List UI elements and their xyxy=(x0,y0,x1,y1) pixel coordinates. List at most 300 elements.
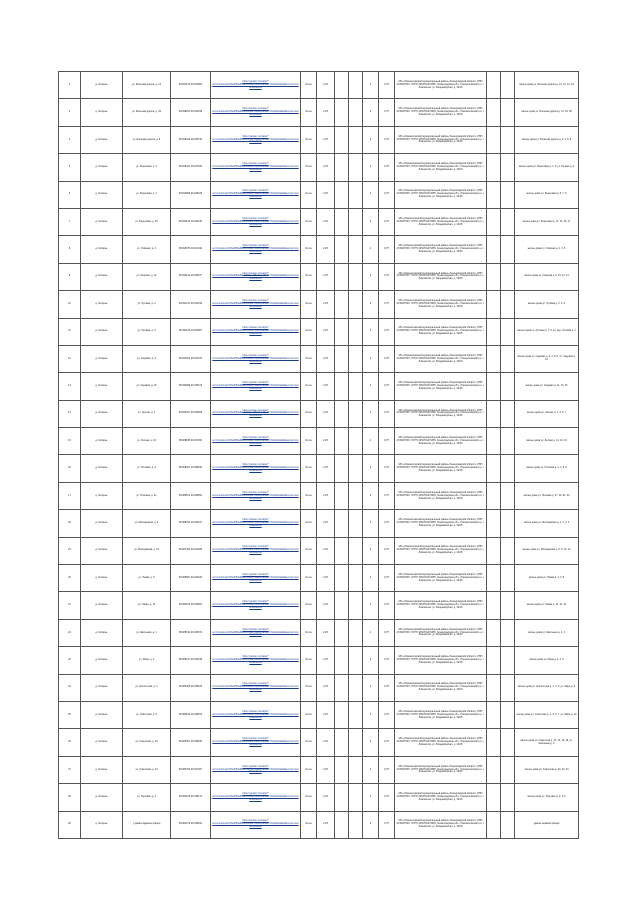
owner-cell: МО «Ломоносовский муниципальный район» Ленинградской области, ИНН 4720007367, ОГРН 1054701274055. Ленинградская обл., Ломоносовский р-н, г. Ломоносов, ул. Владимирская, д. 19/15 xyxy=(395,756,487,783)
area-cell: 2,25 xyxy=(317,154,335,181)
empty-cell xyxy=(335,647,349,674)
coordinates-cell: 59.687493 29.031268 xyxy=(171,537,211,564)
map-link[interactable]: https://yandex.ru/maps/?um=constructor%3A2f59a8be4c6b3ee7f8d21c0a5e9b7f1c3d4e6a2b&source=constructorLink xyxy=(212,408,299,418)
empty-cell xyxy=(349,126,363,153)
owner-cell: МО «Ломоносовский муниципальный район» Ленинградской области, ИНН 4720007367, ОГРН 1054701274055. Ленинградская обл., Ломоносовский р-н, г. Ломоносов, ул. Владимирская, д. 19/15 xyxy=(395,729,487,756)
surface-type-cell: бетон xyxy=(301,674,317,701)
map-link[interactable]: https://yandex.ru/maps/?um=constructor%3A2f59a8be4c6b3ee7f8d21c0a5e9b7f1c3d4e6a2b&source=constructorLink xyxy=(212,353,299,363)
coordinates-cell: 59.688672 29.028891 xyxy=(171,482,211,509)
table-row xyxy=(59,455,579,482)
locality-cell: д. Копорье xyxy=(81,701,123,728)
container-volume-cell: 0,75 xyxy=(379,565,395,592)
table-row xyxy=(59,126,579,153)
area-cell: 2,25 xyxy=(317,592,335,619)
empty-cell xyxy=(349,318,363,345)
surface-type-cell: бетон xyxy=(301,263,317,290)
street-address-cell: ул. Лесная, д. 18 xyxy=(123,428,171,455)
street-address-cell: ул. Большая дорога, д. 33 xyxy=(123,99,171,126)
empty-cell xyxy=(487,756,501,783)
map-link[interactable]: https://yandex.ru/maps/?um=constructor%3A2f59a8be4c6b3ee7f8d21c0a5e9b7f1c3d4e6a2b&source=constructorLink xyxy=(212,271,299,281)
waste-sources-cell: жилые дома ул. Новая д. 10, 12, 14 xyxy=(515,592,579,619)
container-count-cell: 2 xyxy=(363,592,379,619)
container-count-cell: 2 xyxy=(363,263,379,290)
table-row xyxy=(59,756,579,783)
table-row xyxy=(59,537,579,564)
map-link[interactable]: https://yandex.ru/maps/?um=constructor%3A2f59a8be4c6b3ee7f8d21c0a5e9b7f1c3d4e6a2b&source=constructorLink xyxy=(212,79,299,89)
owner-cell: МО «Ломоносовский муниципальный район» Ленинградской области, ИНН 4720007367, ОГРН 1054701274055. Ленинградская обл., Ломоносовский р-н, г. Ломоносов, ул. Владимирская, д. 19/15 xyxy=(395,565,487,592)
owner-cell: МО «Ломоносовский муниципальный район» Ленинградской области, ИНН 4720007367, ОГРН 1054701274055. Ленинградская обл., Ломоносовский р-н, г. Ломоносов, ул. Владимирская, д. 19/15 xyxy=(395,345,487,372)
container-count-cell: 2 xyxy=(363,619,379,646)
coordinates-cell: 59.694512 29.029130 xyxy=(171,208,211,235)
map-link-cell xyxy=(211,400,301,427)
area-cell: 2,25 xyxy=(317,263,335,290)
empty-cell xyxy=(349,647,363,674)
empty-cell xyxy=(335,263,349,290)
map-link-cell xyxy=(211,592,301,619)
map-link[interactable]: https://yandex.ru/maps/?um=constructor%3A2f59a8be4c6b3ee7f8d21c0a5e9b7f1c3d4e6a2b&source=constructorLink xyxy=(212,764,299,774)
container-count-cell: 2 xyxy=(363,154,379,181)
street-address-cell: ул. Мира, д. 2 xyxy=(123,647,171,674)
empty-cell xyxy=(501,784,515,811)
owner-cell: МО «Ломоносовский муниципальный район» Ленинградской области, ИНН 4720007367, ОГРН 1054701274055. Ленинградская обл., Ломоносовский р-н, г. Ломоносов, ул. Владимирская, д. 19/15 xyxy=(395,592,487,619)
row-number: 27 xyxy=(59,756,81,783)
empty-cell xyxy=(487,181,501,208)
map-link[interactable]: https://yandex.ru/maps/?um=constructor%3A2f59a8be4c6b3ee7f8d21c0a5e9b7f1c3d4e6a2b&source=constructorLink xyxy=(212,463,299,473)
area-cell: 2,25 xyxy=(317,756,335,783)
map-link-cell xyxy=(211,811,301,838)
surface-type-cell: бетон xyxy=(301,647,317,674)
table-row xyxy=(59,647,579,674)
row-number: 23 xyxy=(59,647,81,674)
waste-sources-cell: жилые дома ул. Школьная д. 1, 3 xyxy=(515,619,579,646)
container-count-cell: 2 xyxy=(363,345,379,372)
locality-cell: д. Копорье xyxy=(81,537,123,564)
empty-cell xyxy=(487,318,501,345)
empty-cell xyxy=(349,154,363,181)
empty-cell xyxy=(349,482,363,509)
map-link[interactable]: https://yandex.ru/maps/?um=constructor%3A2f59a8be4c6b3ee7f8d21c0a5e9b7f1c3d4e6a2b&source=constructorLink xyxy=(212,600,299,610)
row-number: 9 xyxy=(59,263,81,290)
locality-cell: д. Копорье xyxy=(81,318,123,345)
table-row xyxy=(59,482,579,509)
owner-cell: МО «Ломоносовский муниципальный район» Ленинградской области, ИНН 4720007367, ОГРН 1054701274055. Ленинградская обл., Ломоносовский р-н, г. Ломоносов, ул. Владимирская, д. 19/15 xyxy=(395,455,487,482)
waste-sources-cell: жилые дома ул. Новая д. 1, 3, 5 xyxy=(515,565,579,592)
map-link[interactable]: https://yandex.ru/maps/?um=constructor%3A2f59a8be4c6b3ee7f8d21c0a5e9b7f1c3d4e6a2b&source=constructorLink xyxy=(212,134,299,144)
empty-cell xyxy=(487,510,501,537)
empty-cell xyxy=(501,455,515,482)
empty-cell xyxy=(501,537,515,564)
empty-cell xyxy=(349,537,363,564)
empty-cell xyxy=(487,428,501,455)
map-link-cell xyxy=(211,291,301,318)
empty-cell xyxy=(335,400,349,427)
empty-cell xyxy=(349,756,363,783)
empty-cell xyxy=(335,565,349,592)
container-count-cell: 2 xyxy=(363,72,379,99)
map-link[interactable]: https://yandex.ru/maps/?um=constructor%3A2f59a8be4c6b3ee7f8d21c0a5e9b7f1c3d4e6a2b&source=constructorLink xyxy=(212,326,299,336)
street-address-cell: ул. Новая, д. 5 xyxy=(123,565,171,592)
street-address-cell: ул. Большая дорога, д. 8 xyxy=(123,126,171,153)
empty-cell xyxy=(335,291,349,318)
container-count-cell: 2 xyxy=(363,291,379,318)
container-volume-cell: 0,75 xyxy=(379,428,395,455)
empty-cell xyxy=(349,345,363,372)
street-address-cell: ул. Садовая, д. 4 xyxy=(123,345,171,372)
coordinates-cell: 59.697132 29.024581 xyxy=(171,72,211,99)
container-count-cell: 2 xyxy=(363,565,379,592)
locality-cell: д. Копорье xyxy=(81,756,123,783)
area-cell: 2,25 xyxy=(317,181,335,208)
empty-cell xyxy=(487,345,501,372)
container-count-cell: 2 xyxy=(363,373,379,400)
street-address-cell: ул. Садовая, д. 15 xyxy=(123,373,171,400)
coordinates-cell: 59.685017 29.034339 xyxy=(171,647,211,674)
waste-sources-cell: жилые дома ул. Береговая д. 5, 7, 9 xyxy=(515,181,579,208)
map-link[interactable]: https://yandex.ru/maps/?um=constructor%3A2f59a8be4c6b3ee7f8d21c0a5e9b7f1c3d4e6a2b&source=constructorLink xyxy=(212,298,299,308)
owner-cell: МО «Ломоносовский муниципальный район» Ленинградской области, ИНН 4720007367, ОГРН 1054701274055. Ленинградская обл., Ломоносовский р-н, г. Ломоносов, ул. Владимирская, д. 19/15 xyxy=(395,373,487,400)
empty-cell xyxy=(349,400,363,427)
owner-cell: МО «Ломоносовский муниципальный район» Ленинградской области, ИНН 4720007367, ОГРН 1054701274055. Ленинградская обл., Ломоносовский р-н, г. Ломоносов, ул. Владимирская, д. 19/15 xyxy=(395,784,487,811)
row-number: 22 xyxy=(59,619,81,646)
owner-cell: МО «Ломоносовский муниципальный район» Ленинградской области, ИНН 4720007367, ОГРН 1054701274055. Ленинградская обл., Ломоносовский р-н, г. Ломоносов, ул. Владимирская, д. 19/15 xyxy=(395,291,487,318)
container-count-cell: 2 xyxy=(363,236,379,263)
row-number: 16 xyxy=(59,455,81,482)
map-link-cell xyxy=(211,208,301,235)
street-address-cell: ул. Молодёжная, д. 10 xyxy=(123,537,171,564)
map-link-cell xyxy=(211,619,301,646)
waste-sources-cell: жилые дома ул. Озёрная д. 1, 3, 5 xyxy=(515,236,579,263)
area-cell: 2,25 xyxy=(317,208,335,235)
map-link[interactable]: https://yandex.ru/maps/?um=constructor%3A2f59a8be4c6b3ee7f8d21c0a5e9b7f1c3d4e6a2b&source=constructorLink xyxy=(212,655,299,664)
empty-cell xyxy=(487,126,501,153)
map-link[interactable]: https://yandex.ru/maps/?um=constructor%3A2f59a8be4c6b3ee7f8d21c0a5e9b7f1c3d4e6a2b&source=constructorLink xyxy=(212,435,299,445)
owner-cell: МО «Ломоносовский муниципальный район» Ленинградской области, ИНН 4720007367, ОГРН 1054701274055. Ленинградская обл., Ломоносовский р-н, г. Ломоносов, ул. Владимирская, д. 19/15 xyxy=(395,482,487,509)
coordinates-cell: 59.692115 29.023087 xyxy=(171,318,211,345)
owner-cell: МО «Ломоносовский муниципальный район» Ленинградской области, ИНН 4720007367, ОГРН 1054701274055. Ленинградская обл., Ломоносовский р-н, г. Ломоносов, ул. Владимирская, д. 19/15 xyxy=(395,318,487,345)
empty-cell xyxy=(335,674,349,701)
waste-sources-cell: жилые дома ул. Советская д. 12, 14, 16, 18; ул. Школьная д. 5 xyxy=(515,729,579,756)
street-address-cell: ул. Новая, д. 14 xyxy=(123,592,171,619)
owner-cell: МО «Ломоносовский муниципальный район» Ленинградской области, ИНН 4720007367, ОГРН 1054701274055. Ленинградская обл., Ломоносовский р-н, г. Ломоносов, ул. Владимирская, д. 19/15 xyxy=(395,428,487,455)
empty-cell xyxy=(501,318,515,345)
empty-cell xyxy=(335,784,349,811)
row-number: 28 xyxy=(59,784,81,811)
map-link-cell xyxy=(211,647,301,674)
empty-cell xyxy=(501,811,515,838)
container-volume-cell: 0,75 xyxy=(379,674,395,701)
locality-cell: д. Копорье xyxy=(81,647,123,674)
empty-cell xyxy=(349,181,363,208)
locality-cell: д. Копорье xyxy=(81,373,123,400)
surface-type-cell: бетон xyxy=(301,345,317,372)
surface-type-cell: бетон xyxy=(301,455,317,482)
surface-type-cell: бетон xyxy=(301,208,317,235)
surface-type-cell: бетон xyxy=(301,701,317,728)
surface-type-cell: бетон xyxy=(301,236,317,263)
map-link[interactable]: https://yandex.ru/maps/?um=constructor%3A2f59a8be4c6b3ee7f8d21c0a5e9b7f1c3d4e6a2b&source=constructorLink xyxy=(212,216,299,226)
surface-type-cell: бетон xyxy=(301,784,317,811)
area-cell: 2,25 xyxy=(317,99,335,126)
empty-cell xyxy=(349,510,363,537)
empty-cell xyxy=(335,756,349,783)
map-link-cell xyxy=(211,154,301,181)
waste-sources-cell: жилые дома ул. Лесная д. 14, 16, 18 xyxy=(515,428,579,455)
empty-cell xyxy=(487,455,501,482)
container-count-cell: 2 xyxy=(363,756,379,783)
street-address-cell: ул. Торговая, д. 4 xyxy=(123,784,171,811)
owner-cell: МО «Ломоносовский муниципальный район» Ленинградской области, ИНН 4720007367, ОГРН 1054701274055. Ленинградская обл., Ломоносовский р-н, г. Ломоносов, ул. Владимирская, д. 19/15 xyxy=(395,811,487,838)
empty-cell xyxy=(487,373,501,400)
owner-cell: МО «Ломоносовский муниципальный район» Ленинградской области, ИНН 4720007367, ОГРН 1054701274055. Ленинградская обл., Ломоносовский р-н, г. Ломоносов, ул. Владимирская, д. 19/15 xyxy=(395,400,487,427)
empty-cell xyxy=(501,291,515,318)
table-row xyxy=(59,318,579,345)
empty-cell xyxy=(501,208,515,235)
coordinates-cell: 59.682754 29.037407 xyxy=(171,756,211,783)
empty-cell xyxy=(349,99,363,126)
locality-cell: д. Копорье xyxy=(81,455,123,482)
table-row xyxy=(59,99,579,126)
area-cell: 2,25 xyxy=(317,565,335,592)
table-row xyxy=(59,154,579,181)
empty-cell xyxy=(349,236,363,263)
map-link[interactable]: https://yandex.ru/maps/?um=constructor%3A2f59a8be4c6b3ee7f8d21c0a5e9b7f1c3d4e6a2b&source=constructorLink xyxy=(212,545,299,555)
coordinates-cell: 59.684485 29.035106 xyxy=(171,674,211,701)
street-address-cell: ул. Луговая, д. 9 xyxy=(123,318,171,345)
empty-cell xyxy=(335,373,349,400)
container-count-cell: 2 xyxy=(363,647,379,674)
waste-sources-cell: жилые дома ул. Озёрная д. 8, 10, 12, 14 xyxy=(515,263,579,290)
empty-cell xyxy=(501,126,515,153)
container-volume-cell: 0,75 xyxy=(379,126,395,153)
map-link[interactable]: https://yandex.ru/maps/?um=constructor%3A2f59a8be4c6b3ee7f8d21c0a5e9b7f1c3d4e6a2b&source=constructorLink xyxy=(212,381,299,390)
waste-sources-cell: жилые дома ул. Крепостная д. 1, 3, 5; ул. Мира д. 8 xyxy=(515,674,579,701)
empty-cell xyxy=(335,236,349,263)
empty-cell xyxy=(487,154,501,181)
surface-type-cell: бетон xyxy=(301,592,317,619)
empty-cell xyxy=(487,72,501,99)
street-address-cell: ул. Береговая, д. 1 xyxy=(123,154,171,181)
table-row xyxy=(59,208,579,235)
coordinates-cell: 59.698231 29.023918 xyxy=(171,99,211,126)
owner-cell: МО «Ломоносовский муниципальный район» Ленинградской области, ИНН 4720007367, ОГРН 1054701274055. Ленинградская обл., Ломоносовский р-н, г. Ломоносов, ул. Владимирская, д. 19/15 xyxy=(395,647,487,674)
map-link-cell xyxy=(211,565,301,592)
empty-cell xyxy=(349,565,363,592)
empty-cell xyxy=(501,482,515,509)
map-link-cell xyxy=(211,428,301,455)
surface-type-cell: бетон xyxy=(301,72,317,99)
waste-sources-cell: жилые дома ул. Мира д. 2, 4, 6 xyxy=(515,647,579,674)
table-row xyxy=(59,811,579,838)
surface-type-cell: бетон xyxy=(301,154,317,181)
coordinates-cell: 59.690982 29.025119 xyxy=(171,373,211,400)
map-link[interactable]: https://yandex.ru/maps/?um=constructor%3A2f59a8be4c6b3ee7f8d21c0a5e9b7f1c3d4e6a2b&source=constructorLink xyxy=(212,737,299,747)
empty-cell xyxy=(501,592,515,619)
row-number: 25 xyxy=(59,701,81,728)
locality-cell: д. Копорье xyxy=(81,428,123,455)
empty-cell xyxy=(335,181,349,208)
locality-cell: д. Копорье xyxy=(81,291,123,318)
owner-cell: МО «Ломоносовский муниципальный район» Ленинградской области, ИНН 4720007367, ОГРН 1054701274055. Ленинградская обл., Ломоносовский р-н, г. Ломоносов, ул. Владимирская, д. 19/15 xyxy=(395,674,487,701)
row-number: 10 xyxy=(59,291,81,318)
waste-sources-cell: жилые дома ул. Полевая д. 2, 4, 6, 8 xyxy=(515,455,579,482)
area-cell: 2,25 xyxy=(317,400,335,427)
map-link-cell xyxy=(211,455,301,482)
row-number: 13 xyxy=(59,373,81,400)
coordinates-cell: 59.693214 29.020877 xyxy=(171,263,211,290)
map-link[interactable]: https://yandex.ru/maps/?um=constructor%3A2f59a8be4c6b3ee7f8d21c0a5e9b7f1c3d4e6a2b&source=constructorLink xyxy=(212,162,299,171)
surface-type-cell: бетон xyxy=(301,565,317,592)
register-table-container xyxy=(58,71,578,839)
map-link-cell xyxy=(211,236,301,263)
container-volume-cell: 0,75 xyxy=(379,263,395,290)
locality-cell: д. Копорье xyxy=(81,510,123,537)
container-count-cell: 2 xyxy=(363,181,379,208)
row-number: 4 xyxy=(59,126,81,153)
locality-cell: д. Копорье xyxy=(81,345,123,372)
locality-cell: д. Копорье xyxy=(81,181,123,208)
map-link[interactable]: https://yandex.ru/maps/?um=constructor%3A2f59a8be4c6b3ee7f8d21c0a5e9b7f1c3d4e6a2b&source=constructorLink xyxy=(212,572,299,582)
locality-cell: д. Копорье xyxy=(81,208,123,235)
area-cell: 2,25 xyxy=(317,784,335,811)
locality-cell: д. Копорье xyxy=(81,154,123,181)
empty-cell xyxy=(487,537,501,564)
empty-cell xyxy=(501,647,515,674)
coordinates-cell: 59.686827 29.032034 xyxy=(171,565,211,592)
area-cell: 2,25 xyxy=(317,455,335,482)
street-address-cell: ул. Полевая, д. 21 xyxy=(123,482,171,509)
waste-sources-cell: жилые дома ул. Садовая д. 2, 4, 6, 8; ул. Садовая д. 10 xyxy=(515,345,579,372)
container-volume-cell: 0,75 xyxy=(379,647,395,674)
container-volume-cell: 0,75 xyxy=(379,811,395,838)
map-link-cell xyxy=(211,345,301,372)
empty-cell xyxy=(487,619,501,646)
map-link[interactable]: https://yandex.ru/maps/?um=constructor%3A2f59a8be4c6b3ee7f8d21c0a5e9b7f1c3d4e6a2b&source=constructorLink xyxy=(212,709,299,719)
row-number: 18 xyxy=(59,510,81,537)
area-cell: 2,25 xyxy=(317,428,335,455)
waste-sources-cell: жилые дома ул. Береговая д. 1, 3; ул. Речная д. 2 xyxy=(515,154,579,181)
row-number: 3 xyxy=(59,99,81,126)
area-cell: 2,25 xyxy=(317,510,335,537)
empty-cell xyxy=(349,729,363,756)
empty-cell xyxy=(501,99,515,126)
owner-cell: МО «Ломоносовский муниципальный район» Ленинградской области, ИНН 4720007367, ОГРН 1054701274055. Ленинградская обл., Ломоносовский р-н, г. Ломоносов, ул. Владимирская, д. 19/15 xyxy=(395,701,487,728)
container-count-cell: 2 xyxy=(363,99,379,126)
map-link-cell xyxy=(211,537,301,564)
waste-sources-cell: здание администрации xyxy=(515,811,579,838)
waste-sources-cell: жилые дома ул. Большая дорога д. 2, 4, 6, 8 xyxy=(515,126,579,153)
empty-cell xyxy=(487,784,501,811)
empty-cell xyxy=(487,811,501,838)
empty-cell xyxy=(349,592,363,619)
empty-cell xyxy=(501,756,515,783)
map-link[interactable]: https://yandex.ru/maps/?um=constructor%3A2f59a8be4c6b3ee7f8d21c0a5e9b7f1c3d4e6a2b&source=constructorLink xyxy=(212,244,299,253)
map-link-cell xyxy=(211,126,301,153)
container-count-cell: 2 xyxy=(363,318,379,345)
empty-cell xyxy=(501,428,515,455)
surface-type-cell: бетон xyxy=(301,373,317,400)
row-number: 12 xyxy=(59,345,81,372)
container-count-cell: 2 xyxy=(363,208,379,235)
locality-cell: д. Копорье xyxy=(81,674,123,701)
map-link[interactable]: https://yandex.ru/maps/?um=constructor%3A2f59a8be4c6b3ee7f8d21c0a5e9b7f1c3d4e6a2b&source=constructorLink xyxy=(212,107,299,117)
surface-type-cell: бетон xyxy=(301,482,317,509)
street-address-cell: ул. Школьная, д. 1 xyxy=(123,619,171,646)
owner-cell: МО «Ломоносовский муниципальный район» Ленинградской области, ИНН 4720007367, ОГРН 1054701274055. Ленинградская обл., Ломоносовский р-н, г. Ломоносов, ул. Владимирская, д. 19/15 xyxy=(395,236,487,263)
empty-cell xyxy=(335,126,349,153)
street-address-cell: ул. Озёрная, д. 12 xyxy=(123,263,171,290)
register-table xyxy=(58,71,579,839)
owner-cell: МО «Ломоносовский муниципальный район» Ленинградской области, ИНН 4720007367, ОГРН 1054701274055. Ленинградская обл., Ломоносовский р-н, г. Ломоносов, ул. Владимирская, д. 19/15 xyxy=(395,510,487,537)
map-link[interactable]: https://yandex.ru/maps/?um=constructor%3A2f59a8be4c6b3ee7f8d21c0a5e9b7f1c3d4e6a2b&source=constructorLink xyxy=(212,627,299,637)
table-row xyxy=(59,729,579,756)
owner-cell: МО «Ломоносовский муниципальный район» Ленинградской области, ИНН 4720007367, ОГРН 1054701274055. Ленинградская обл., Ломоносовский р-н, г. Ломоносов, ул. Владимирская, д. 19/15 xyxy=(395,181,487,208)
surface-type-cell: бетон xyxy=(301,756,317,783)
empty-cell xyxy=(349,291,363,318)
area-cell: 2,25 xyxy=(317,482,335,509)
surface-type-cell: бетон xyxy=(301,428,317,455)
locality-cell: д. Копорье xyxy=(81,126,123,153)
area-cell: 2,25 xyxy=(317,811,335,838)
row-number: 11 xyxy=(59,318,81,345)
locality-cell: д. Копорье xyxy=(81,482,123,509)
table-row xyxy=(59,236,579,263)
map-link[interactable]: https://yandex.ru/maps/?um=constructor%3A2f59a8be4c6b3ee7f8d21c0a5e9b7f1c3d4e6a2b&source=constructorLink xyxy=(212,682,299,692)
waste-sources-cell: жилые дома ул. Лесная д. 1, 3, 5, 7 xyxy=(515,400,579,427)
coordinates-cell: 59.686210 29.032801 xyxy=(171,592,211,619)
row-number: 17 xyxy=(59,482,81,509)
coordinates-cell: 59.691603 29.024372 xyxy=(171,345,211,372)
street-address-cell: ул. Полевая, д. 6 xyxy=(123,455,171,482)
empty-cell xyxy=(487,236,501,263)
empty-cell xyxy=(487,729,501,756)
locality-cell: д. Копорье xyxy=(81,263,123,290)
map-link[interactable]: https://yandex.ru/maps/?um=constructor%3A2f59a8be4c6b3ee7f8d21c0a5e9b7f1c3d4e6a2b&source=constructorLink xyxy=(212,490,299,500)
empty-cell xyxy=(335,811,349,838)
locality-cell: д. Копорье xyxy=(81,99,123,126)
surface-type-cell: бетон xyxy=(301,400,317,427)
empty-cell xyxy=(349,373,363,400)
surface-type-cell: бетон xyxy=(301,537,317,564)
container-count-cell: 2 xyxy=(363,428,379,455)
map-link-cell xyxy=(211,729,301,756)
map-link[interactable]: https://yandex.ru/maps/?um=constructor%3A2f59a8be4c6b3ee7f8d21c0a5e9b7f1c3d4e6a2b&source=constructorLink xyxy=(212,518,299,527)
empty-cell xyxy=(335,428,349,455)
map-link[interactable]: https://yandex.ru/maps/?um=constructor%3A2f59a8be4c6b3ee7f8d21c0a5e9b7f1c3d4e6a2b&source=constructorLink xyxy=(212,791,299,801)
coordinates-cell: 59.681573 29.038941 xyxy=(171,811,211,838)
map-link[interactable]: https://yandex.ru/maps/?um=constructor%3A2f59a8be4c6b3ee7f8d21c0a5e9b7f1c3d4e6a2b&source=constructorLink xyxy=(212,189,299,199)
empty-cell xyxy=(349,811,363,838)
empty-cell xyxy=(335,592,349,619)
table-row xyxy=(59,510,579,537)
empty-cell xyxy=(335,208,349,235)
empty-cell xyxy=(335,345,349,372)
row-number: 21 xyxy=(59,592,81,619)
waste-sources-cell: жилые дома ул. Советская д. 20, 22, 24 xyxy=(515,756,579,783)
surface-type-cell: бетон xyxy=(301,126,317,153)
locality-cell: д. Копорье xyxy=(81,592,123,619)
surface-type-cell: бетон xyxy=(301,99,317,126)
map-link[interactable]: https://yandex.ru/maps/?um=constructor%3A2f59a8be4c6b3ee7f8d21c0a5e9b7f1c3d4e6a2b&source=constructorLink xyxy=(212,819,299,829)
empty-cell xyxy=(349,208,363,235)
map-link-cell xyxy=(211,181,301,208)
container-count-cell: 2 xyxy=(363,784,379,811)
empty-cell xyxy=(487,647,501,674)
container-count-cell: 2 xyxy=(363,811,379,838)
container-count-cell: 2 xyxy=(363,455,379,482)
table-row xyxy=(59,291,579,318)
empty-cell xyxy=(349,263,363,290)
coordinates-cell: 59.694983 29.028415 xyxy=(171,181,211,208)
